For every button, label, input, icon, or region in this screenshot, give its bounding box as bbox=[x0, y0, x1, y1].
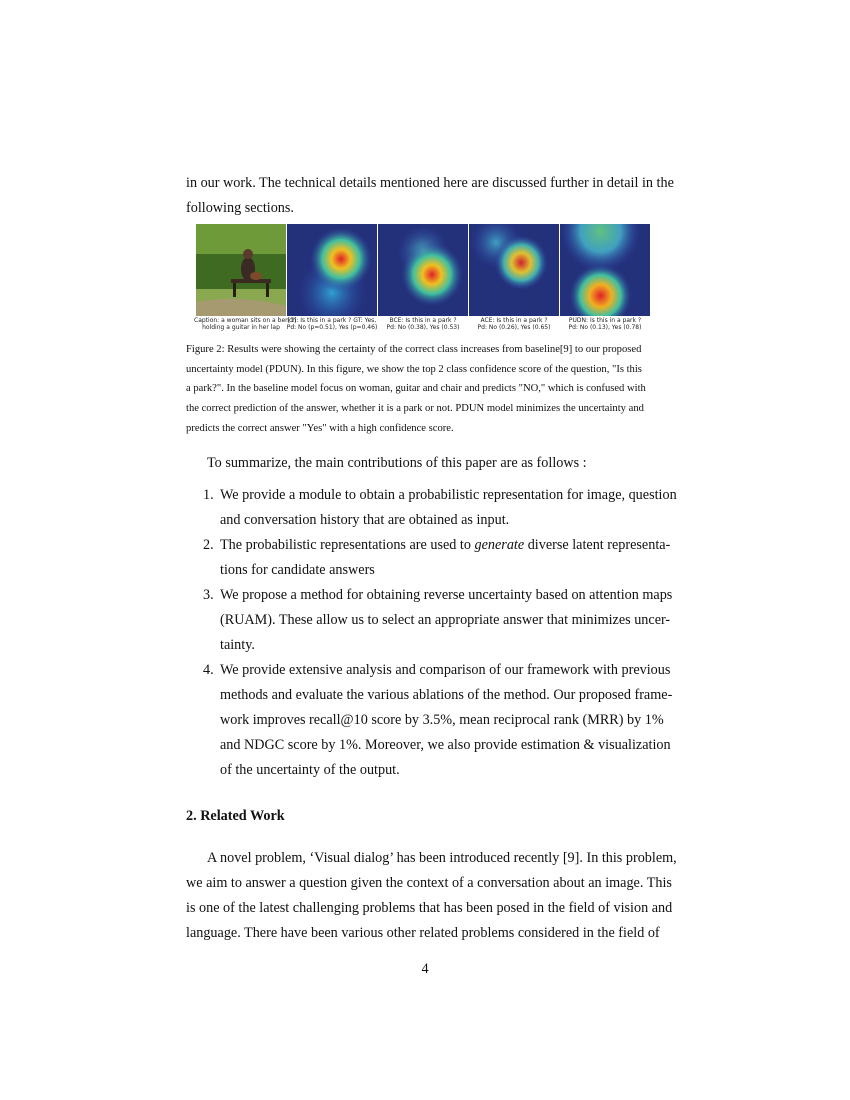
text-line: in our work. The technical details mentioned here are discussed further in detail in the bbox=[186, 175, 674, 191]
caption-line: uncertainty model (PDUN). In this figure, we show the top 2 class confidence score of the question, "Is this bbox=[186, 363, 642, 375]
text-line: We propose a method for obtaining reverse uncertainty based on attention maps bbox=[220, 587, 673, 603]
figure-caption bbox=[186, 340, 664, 439]
page-number: 4 bbox=[421, 961, 429, 977]
text-line: and NDGC score by 1%. Moreover, we also provide estimation & visualization bbox=[220, 737, 671, 753]
list-number: 2. bbox=[203, 537, 214, 553]
summary-sentence: To summarize, the main contributions of this paper are as follows : bbox=[207, 455, 587, 471]
subfigure-label: BCE: Is this in a park ? Pd: No (0.38), Yes (0.53) bbox=[386, 317, 460, 332]
list-item bbox=[186, 583, 673, 658]
text-line: We provide extensive analysis and comparison of our framework with previous bbox=[220, 662, 671, 678]
list-number: 3. bbox=[203, 587, 214, 603]
text-line: and conversation history that are obtained as input. bbox=[220, 512, 510, 528]
list-item bbox=[186, 658, 673, 783]
text-line: is one of the latest challenging problems that has been posed in the field of vision and bbox=[186, 900, 673, 916]
text-line: following sections. bbox=[186, 200, 294, 216]
subfigure-label: PUDN: Is this in a park ? Pd: No (0.13), Yes (0.78) bbox=[568, 317, 642, 332]
text-line: tainty. bbox=[220, 637, 255, 653]
attention-map-ace bbox=[469, 224, 559, 316]
subfigure-label: [1]: Is this in a park ? GT: Yes, Pd: No (p=0.51), Yes (p=0.46) bbox=[286, 317, 378, 332]
caption-line: Figure 2: Results were showing the certainty of the correct class increases from baseline[9] to our proposed bbox=[186, 344, 642, 355]
list-number: 4. bbox=[203, 662, 214, 678]
text-line: language. There have been various other related problems considered in the field of bbox=[186, 925, 660, 941]
attention-map-bce bbox=[378, 224, 468, 316]
text-line: methods and evaluate the various ablations of the method. Our proposed frame- bbox=[220, 687, 673, 703]
list-item bbox=[186, 483, 677, 533]
caption-line: a park?". In the baseline model focus on woman, guitar and chair and predicts "NO," which is confused with bbox=[186, 383, 646, 395]
text-line: of the uncertainty of the output. bbox=[220, 762, 400, 778]
text-line bbox=[220, 533, 671, 558]
caption-line: predicts the correct answer "Yes" with a high confidence score. bbox=[186, 422, 454, 434]
subfigure-label: Caption: a woman sits on a bench holding a guitar in her lap bbox=[194, 317, 297, 332]
list-item bbox=[186, 533, 671, 583]
text-line: tions for candidate answers bbox=[220, 562, 375, 578]
text-line: We provide a module to obtain a probabilistic representation for image, question bbox=[220, 487, 677, 503]
text-line: A novel problem, ‘Visual dialog’ has been introduced recently [9]. In this problem, bbox=[207, 850, 677, 866]
text-span: diverse latent representa- bbox=[524, 537, 671, 553]
text-line: (RUAM). These allow us to select an appropriate answer that minimizes uncer- bbox=[220, 612, 671, 628]
contributions-list bbox=[186, 483, 677, 783]
text-line: we aim to answer a question given the context of a conversation about an image. This bbox=[186, 875, 672, 891]
caption-line: the correct prediction of the answer, whether it is a park or not. PDUN model minimizes the uncertainty and bbox=[186, 403, 644, 415]
attention-map-pudn bbox=[560, 224, 650, 316]
emphasis: generate bbox=[474, 537, 525, 553]
related-work-paragraph bbox=[186, 846, 677, 946]
subfigure-label: ACE: Is this in a park ? Pd: No (0.26), Yes (0.65) bbox=[477, 317, 551, 332]
figure-2 bbox=[196, 224, 651, 332]
figure-photo bbox=[196, 224, 286, 316]
list-number: 1. bbox=[203, 487, 214, 503]
text-line: work improves recall@10 score by 3.5%, mean reciprocal rank (MRR) by 1% bbox=[220, 712, 664, 728]
text-span: The probabilistic representations are used to bbox=[220, 537, 475, 553]
intro-paragraph bbox=[186, 171, 674, 221]
section-heading: 2. Related Work bbox=[186, 808, 285, 824]
attention-map-baseline bbox=[287, 224, 377, 316]
